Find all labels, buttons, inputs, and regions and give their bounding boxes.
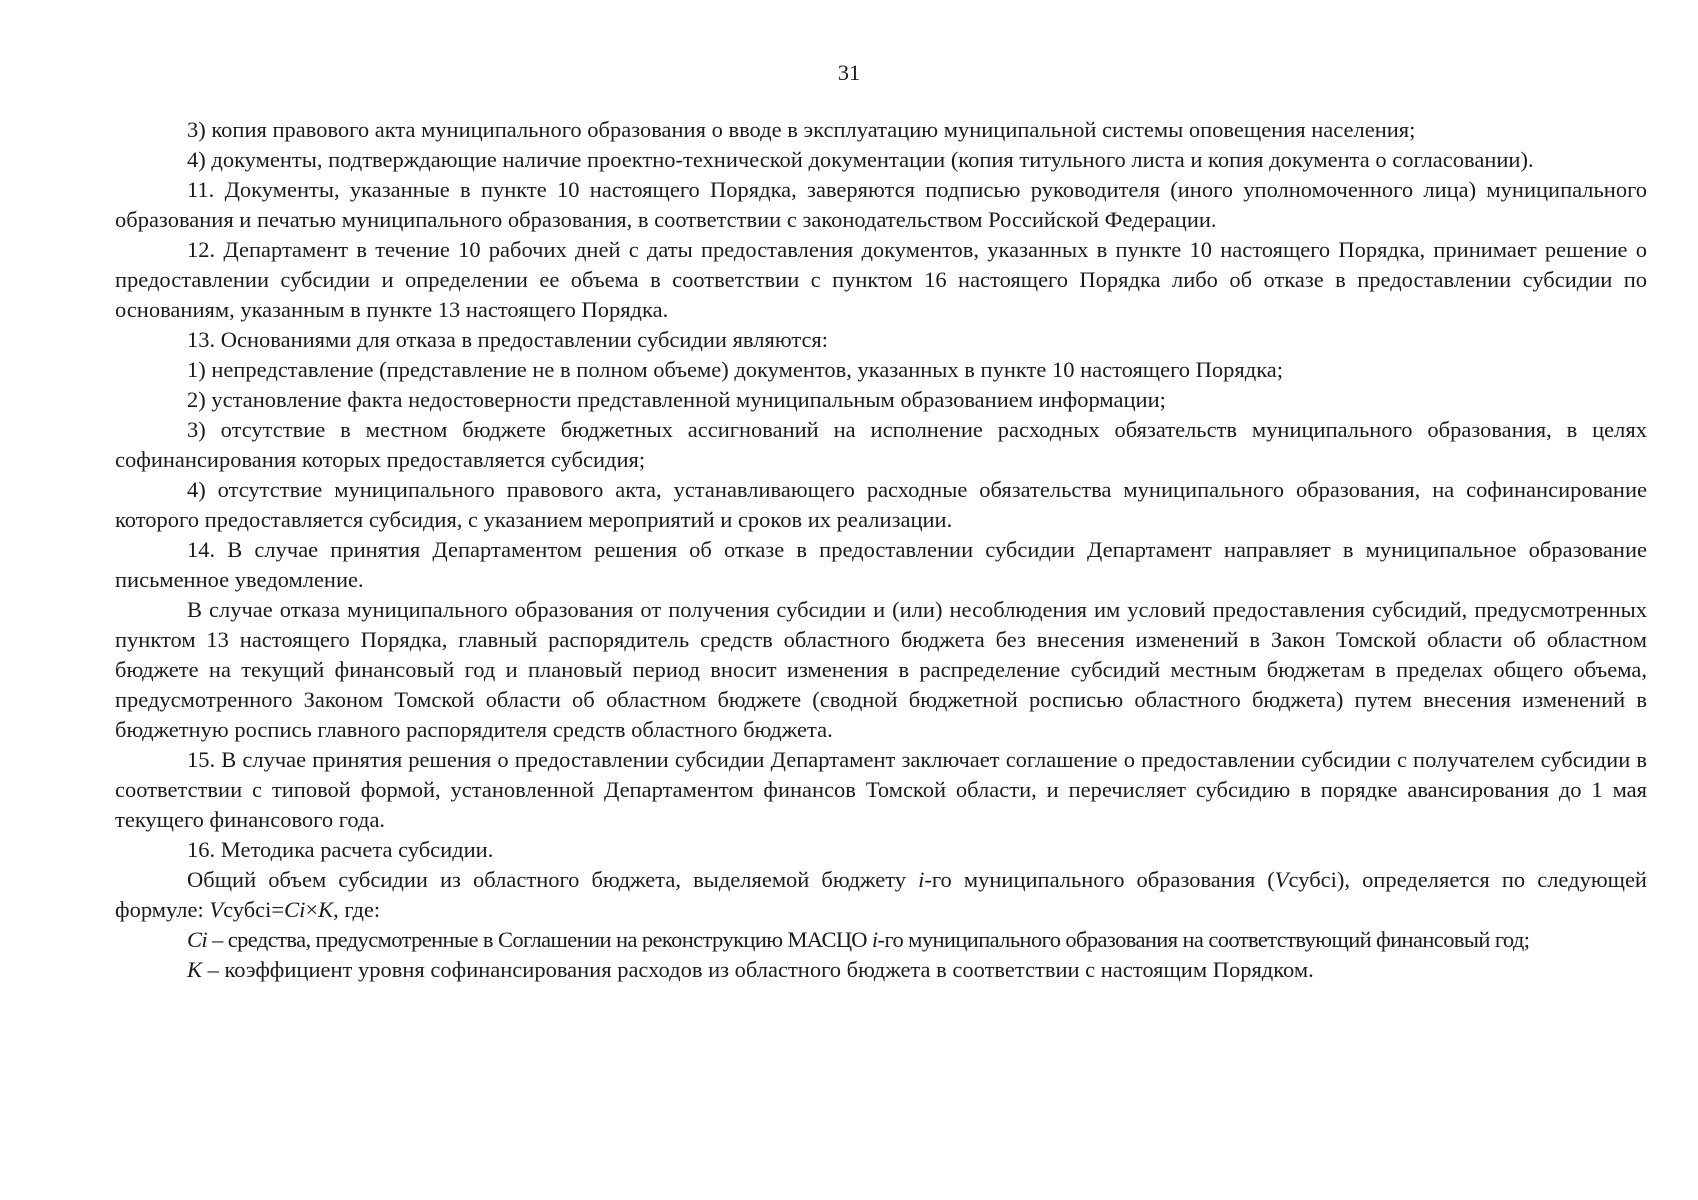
definition-k-symbol: K (187, 957, 203, 982)
paragraph-ground-2: 2) установление факта недостоверности представленной муниципальным образованием информации; (187, 387, 1166, 412)
formula-intro-i: i (918, 867, 925, 892)
paragraph-ground-3: 3) отсутствие в местном бюджете бюджетных ассигнований на исполнение расходных обязательств муниципального образования, в целях софинансирования которых предоставляется субсидия; (115, 417, 1647, 472)
definition-ci-text-1: – средства, предусмотренные в Соглашении на реконструкцию МАСЦО (207, 927, 872, 952)
paragraph-formula-intro (115, 865, 1647, 925)
formula-intro-text-3: субсi), определяется по следующей формуле: (115, 867, 1647, 922)
paragraph-definition-ci (115, 925, 1647, 955)
paragraph-item-4-design-documents: 4) документы, подтверждающие наличие проектно-технической документации (копия титульного листа и копия документа о согласовании). (187, 147, 1534, 172)
formula-rest: субсi= (223, 897, 285, 922)
paragraph-item-3-legal-act-copy: 3) копия правового акта муниципального образования о вводе в эксплуатацию муниципальной системы оповещения населения; (187, 117, 1416, 142)
formula-intro-text-1: Общий объем субсидии из областного бюджета, выделяемой бюджету (187, 867, 919, 892)
paragraph-ground-4: 4) отсутствие муниципального правового акта, устанавливающего расходные обязательства муниципального образования, на софинансирование которого предоставляется субсидия, с указанием мероприятий и сроков их реализации. (115, 477, 1647, 532)
definition-ci-text-2: -го муниципального образования на соответствующий финансовый год; (877, 927, 1530, 952)
paragraph-clause-15: 15. В случае принятия решения о предоставлении субсидии Департамент заключает соглашение о предоставлении субсидии с получателем субсидии в соответствии с типовой формой, установленной Департаментом финансов Томской области, и перечисляет субсидию в порядке авансирования до 1 мая текущего финансового года. (115, 747, 1647, 832)
formula-v-symbol: V (209, 897, 224, 922)
formula-intro-text-2: -го муниципального образования ( (924, 867, 1275, 892)
paragraph-clause-12: 12. Департамент в течение 10 рабочих дней с даты предоставления документов, указанных в пункте 10 настоящего Порядка, принимает решение о предоставлении субсидии и определении ее объема в соответствии с пунктом 16 настоящего Порядка либо об отказе в предоставлении субсидии по основаниям, указанным в пункте 13 настоящего Порядка. (115, 237, 1647, 322)
definition-ci-symbol: Ci (187, 927, 208, 952)
definition-k-text: – коэффициент уровня софинансирования расходов из областного бюджета в соответствии с настоящим Порядком. (202, 957, 1314, 982)
paragraph-ground-1: 1) непредставление (представление не в полном объеме) документов, указанных в пункте 10 настоящего Порядка; (187, 357, 1284, 382)
paragraph-clause-16: 16. Методика расчета субсидии. (187, 837, 494, 862)
paragraph-clause-13: 13. Основаниями для отказа в предоставлении субсидии являются: (187, 327, 829, 352)
formula-intro-text-4: , где: (333, 897, 381, 922)
formula-k-symbol: K (318, 897, 334, 922)
formula-ci-symbol: Ci (284, 897, 306, 922)
paragraph-definition-k (115, 955, 1647, 985)
document-body (115, 115, 1647, 985)
paragraph-refusal-case: В случае отказа муниципального образования от получения субсидии и (или) несоблюдения им условий предоставления субсидий, предусмотренных пунктом 13 настоящего Порядка, главный распорядитель средств областного бюджета без внесения изменений в Закон Томской области об областном бюджете на текущий финансовый год и плановый период вносит изменения в распределение субсидий местным бюджетам в пределах общего объема, предусмотренного Законом Томской области об областном бюджете (сводной бюджетной росписью областного бюджета) путем внесения изменений в бюджетную роспись главного распорядителя средств областного бюджета. (115, 597, 1647, 742)
definition-ci-i: i (871, 927, 878, 952)
paragraph-clause-14: 14. В случае принятия Департаментом решения об отказе в предоставлении субсидии Департамент направляет в муниципальное образование письменное уведомление. (115, 537, 1647, 592)
paragraph-clause-11: 11. Документы, указанные в пункте 10 настоящего Порядка, заверяются подписью руководителя (иного уполномоченного лица) муниципального образования и печатью муниципального образования, в соответствии с законодательством Российской Федерации. (115, 177, 1647, 232)
page-number: 31 (837, 60, 861, 85)
formula-intro-v: V (1274, 867, 1289, 892)
formula-times-symbol: × (305, 897, 319, 922)
